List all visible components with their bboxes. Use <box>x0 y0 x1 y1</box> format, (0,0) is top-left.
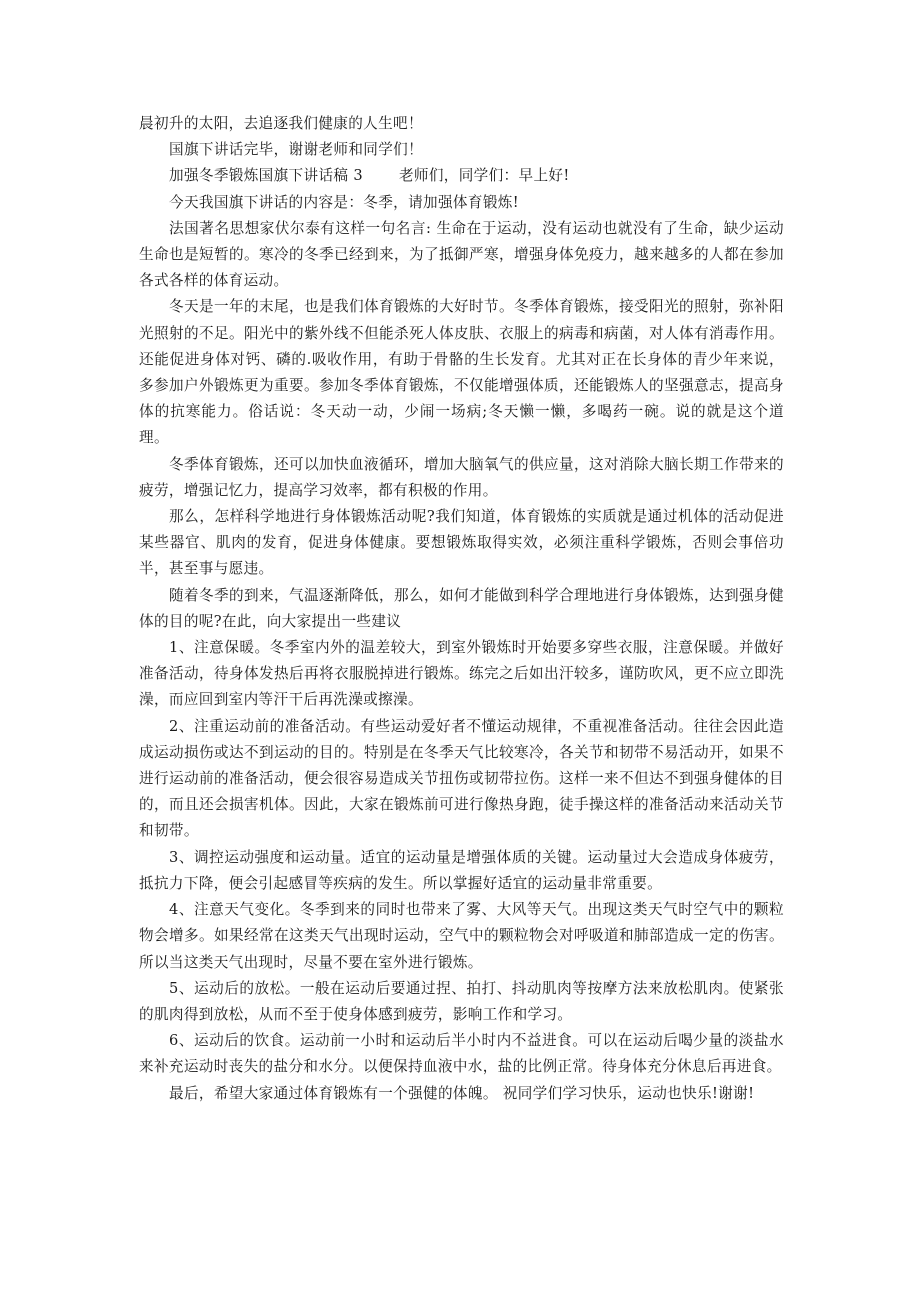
paragraph-winter-season: 冬天是一年的末尾，也是我们体育锻炼的大好时节。冬季体育锻炼，接受阳光的照射，弥补阳光照射的不足。阳光中的紫外线不但能杀死人体皮肤、衣服上的病毒和病菌，对人体有消毒作用。还能促进身体对钙、磷的.吸收作用，有助于骨骼的生长发育。尤其对正在长身体的青少年来说，多参加户外锻炼更为重要。参加冬季体育锻炼，不仅能增强体质，还能锻炼人的坚强意志，提高身体的抗寒能力。俗话说：冬天动一动，少闹一场病;冬天懒一懒，多喝药一碗。说的就是这个道理。 <box>139 298 784 447</box>
paragraph-circulation: 冬季体育锻炼，还可以加快血液循环，增加大脑氧气的供应量，这对消除大脑长期工作带来的疲劳，增强记忆力，提高学习效率，都有积极的作用。 <box>139 455 784 499</box>
closing-paragraph: 最后，希望大家通过体育锻炼有一个强健的体魄。 祝同学们学习快乐，运动也快乐!谢谢! <box>169 1084 755 1102</box>
tip-4-weather: 4、注意天气变化。冬季到来的同时也带来了雾、大风等天气。出现这类天气时空气中的颗粒物会增多。如果经常在这类天气出现时运动，空气中的颗粒物会对呼吸道和肺部造成一定的伤害。所以当这类天气出现时，尽量不要在室外进行锻炼。 <box>139 901 784 971</box>
paragraph-voltaire: 法国著名思想家伏尔泰有这样一句名言: 生命在于运动，没有运动也就没有了生命，缺少运动生命也是短暂的。寒冷的冬季已经到来，为了抵御严寒，增强身体免疫力，越来越多的人都在参加各式各样的体育运动。 <box>139 219 784 290</box>
continuation-line: 晨初升的太阳，去追逐我们健康的人生吧！ <box>139 115 423 132</box>
speech-title-line <box>139 163 784 189</box>
tip-3-intensity: 3、调控运动强度和运动量。适宜的运动量是增强体质的关键。运动量过大会造成身体疲劳，抵抗力下降，便会引起感冒等疾病的发生。所以掌握好适宜的运动量非常重要。 <box>139 848 784 892</box>
paragraph-suggestions-intro: 随着冬季的到来，气温逐渐降低，那么，如何才能做到科学合理地进行身体锻炼，达到强身健体的目的呢?在此，向大家提出一些建议 <box>139 586 784 630</box>
closing-thanks: 国旗下讲话完毕，谢谢老师和同学们！ <box>169 141 424 159</box>
tip-2-warm-up: 2、注重运动前的准备活动。有些运动爱好者不懂运动规律，不重视准备活动。往往会因此造成运动损伤或达不到运动的目的。特别是在冬季天气比较寒冷，各关节和韧带不易活动开，如果不进行运动前的准备活动，便会很容易造成关节扭伤或韧带拉伤。这样一来不但达不到强身健体的目的，而且还会损害机体。因此，大家在锻炼前可进行像热身跑，徒手操这样的准备活动来活动关节和韧带。 <box>139 717 784 840</box>
document-page <box>139 111 784 1107</box>
tip-5-relax: 5、运动后的放松。一般在运动后要通过捏、拍打、抖动肌肉等按摩方法来放松肌肉。使紧张的肌肉得到放松，从而不至于使身体感到疲劳，影响工作和学习。 <box>139 979 784 1023</box>
topic-line: 今天我国旗下讲话的内容是：冬季，请加强体育锻炼! <box>169 193 519 211</box>
greeting: 老师们，同学们：早上好! <box>398 167 570 185</box>
tip-6-diet: 6、运动后的饮食。运动前一小时和运动后半小时内不益进食。可以在运动后喝少量的淡盐水来补充运动时丧失的盐分和水分。以便保持血液中水，盐的比例正常。待身体充分休息后再进食。 <box>139 1032 784 1076</box>
speech-title: 加强冬季锻炼国旗下讲话稿 3 <box>169 167 363 185</box>
paragraph-scientific: 那么，怎样科学地进行身体锻炼活动呢?我们知道，体育锻炼的实质就是通过机体的活动促进某些器官、肌肉的发育，促进身体健康。要想锻炼取得实效，必须注重科学锻炼，否则会事倍功半，甚至事与愿违。 <box>139 508 784 578</box>
tip-1-keep-warm: 1、注意保暖。冬季室内外的温差较大，到室外锻炼时开始要多穿些衣服，注意保暖。并做好准备活动，待身体发热后再将衣服脱掉进行锻炼。练完之后如出汗较多，谨防吹风，更不应立即洗澡，而应回到室内等汗干后再洗澡或擦澡。 <box>139 639 784 709</box>
